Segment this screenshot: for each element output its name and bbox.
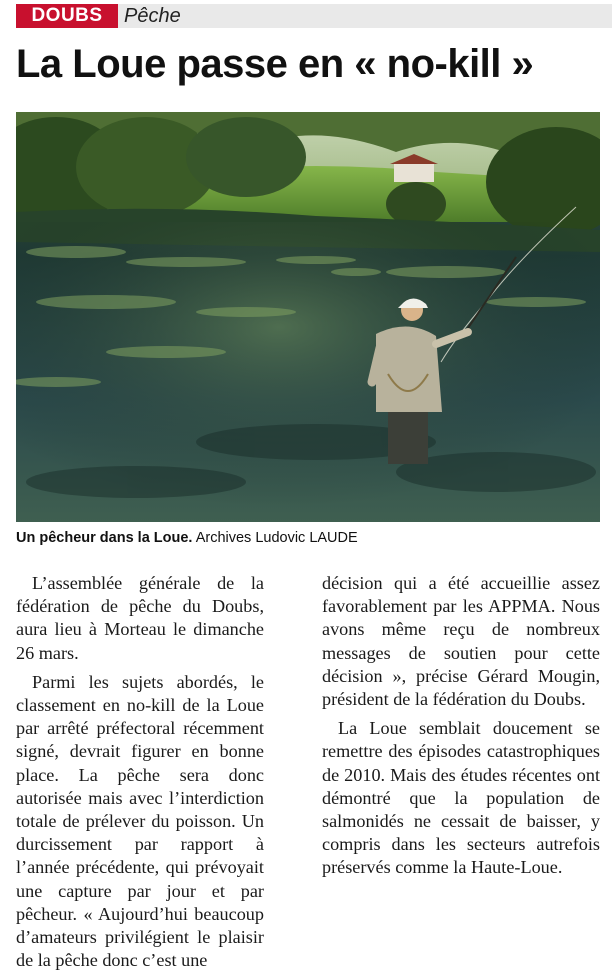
paragraph: La Loue semblait doucement se remettre des épisodes catastrophiques de 2010. Mais des études récentes ont démontré que la population de salmonidés ne cessait de baisser, y compris dans les secteurs autrefois préservés comme la Haute-Loue. xyxy=(322,718,600,878)
section-bar xyxy=(16,4,612,28)
caption-text: Un pêcheur dans la Loue. xyxy=(16,530,193,546)
article-column-2 xyxy=(322,572,600,880)
article-column-1 xyxy=(16,572,264,972)
photo-caption xyxy=(16,528,606,548)
section-rubric: Pêche xyxy=(124,5,181,27)
caption-credit: Archives Ludovic LAUDE xyxy=(195,530,358,546)
headline: La Loue passe en « no-kill » xyxy=(16,42,534,86)
paragraph: décision qui a été accueillie assez favorablement par les APPMA. Nous avons même reçu de nombreux messages de soutien pour cette décision », précise Gérard Mougin, président de la fédération du Doubs. xyxy=(322,573,600,710)
paragraph: L’assemblée générale de la fédération de pêche du Doubs, aura lieu à Morteau le dimanche 26 mars. xyxy=(16,573,264,663)
section-tag: DOUBS xyxy=(16,4,118,28)
paragraph: Parmi les sujets abordés, le classement en no-kill de la Loue par arrêté préfectoral récemment signé, devrait figurer en bonne place. La pêche sera donc autorisée mais avec l’interdiction totale de prélever du poisson. Un durcissement par rapport à l’année précédente, qui prévoyait une capture par jour et par pêcheur. « Aujourd’hui beaucoup d’amateurs privilégient le plaisir de la pêche donc c’est une xyxy=(16,671,264,971)
article-photo xyxy=(16,112,600,522)
